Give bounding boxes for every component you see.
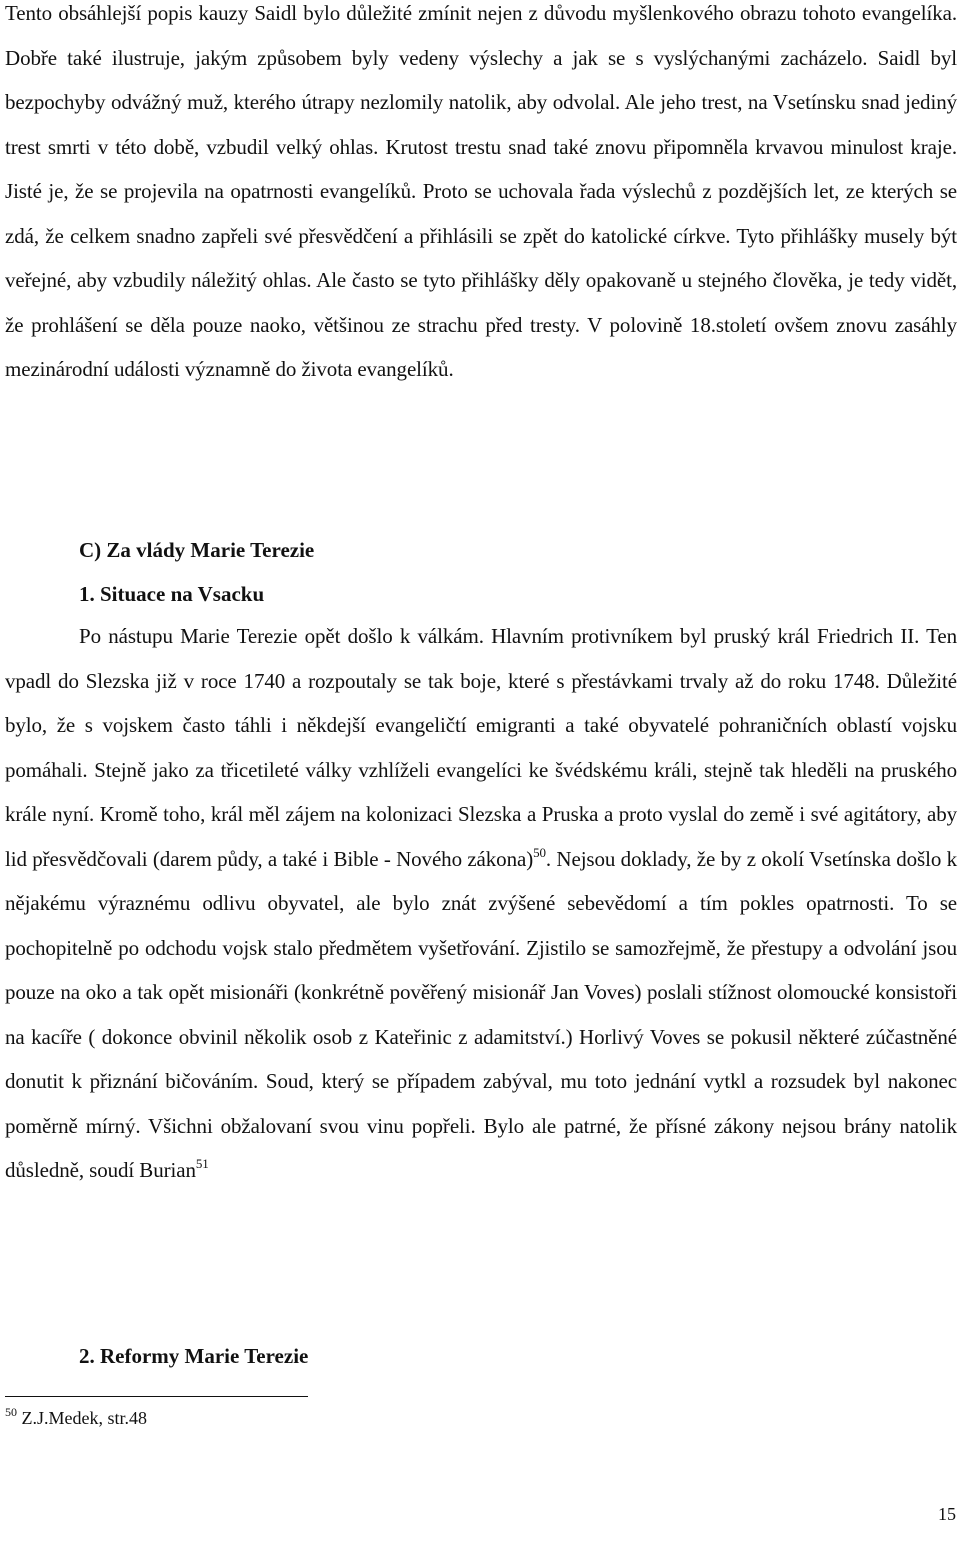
section-heading-maria-theresa: C) Za vlády Marie Terezie	[79, 538, 315, 562]
footnote-reference-51[interactable]: 51	[195, 1156, 209, 1171]
paragraph-saidl-case: Tento obsáhlejší popis kauzy Saidl bylo důležité zmínit nejen z důvodu myšlenkového obrazu tohoto evangelíka. Dobře také ilustruje, jakým způsobem byly vedeny výslechy a jak se s vyslýchanými zacházelo. Saidl byl bezpochyby odvážný muž, kterého útrapy nezlomily natolik, aby odvolal. Ale jeho trest, na Vsetínsku snad jediný trest smrti v této době, vzbudil velký ohlas. Krutost trestu snad také znovu připomněla krvavou minulost kraje. Jisté je, že se projevila na opatrnosti evangelíků. Proto se uchovala řada výslechů z pozdějších let, ze kterých se zdá, že celkem snadno zapřeli své přesvědčení a přihlásili se zpět do katolické církve. Tyto přihlášky musely být veřejné, aby vzbudily náležitý ohlas. Ale často se tyto přihlášky děly opakovaně u stejného člověka, je tedy vidět, že prohlášení se děla pouze naoko, většinou ze strachu před tresty. V polovině 18.století ovšem znovu zasáhly mezinárodní události významně do života evangelíků.	[5, 1, 957, 381]
footnote-number: 50	[5, 1405, 17, 1419]
paragraph-text-part-2: . Nejsou doklady, že by z okolí Vsetínska došlo k nějakému výraznému odlivu obyvatel, ale bylo znát zvýšené sebevědomí a tím pokles opatrnosti. To se pochopitelně po odchodu vojsk stalo předmětem vyšetřování. Zjistilo se samozřejmě, že přestupy a odvolání jsou pouze na oko a tak opět misionáři (konkrétně pověřený misionář Jan Voves) poslali stížnost olomoucké konsistoři na kacíře ( dokonce obvinil několik osob z Kateřinic z adamitství.) Horlivý Voves se pokusil některé zúčastněné donutit k přiznání bičováním. Soud, který se případem zabýval, mu toto jednání vytkl a rozsudek byl nakonec poměrně mírný. Všichni obžalovaní svou vinu popřeli. Bylo ale patrné, že přísné zákony nejsou brány natolik důsledně, soudí Burian	[5, 846, 958, 1182]
subsection-heading-reforms: 2. Reformy Marie Terezie	[79, 1344, 309, 1368]
paragraph-situation	[5, 614, 957, 1193]
paragraph-text-part-1: Po nástupu Marie Terezie opět došlo k válkám. Hlavním protivníkem byl pruský král Friedrich II. Ten vpadl do Slezska již v roce 1740 a rozpoutaly se tak boje, které s přestávkami trvaly až do roku 1748. Důležité bylo, že s vojskem často táhli i někdejší evangeličtí emigranti a také obyvatelé pohraničních oblastí vojsku pomáhali. Stejně jako za třicetileté války vzhlíželi evangelíci ke švédskému králi, stejně tak hleděli na pruského krále nyní. Kromě toho, král měl zájem na kolonizaci Slezska a Pruska a proto vyslal do země i své agitátory, aby lid přesvědčovali (darem půdy, a také i Bible - Nového zákona)	[5, 624, 957, 871]
subsection-heading-situation-vsacko: 1. Situace na Vsacku	[79, 582, 265, 606]
footnote-reference-50[interactable]: 50	[533, 844, 546, 860]
footnote-text: Z.J.Medek, str.48	[17, 1408, 147, 1428]
page-number: 15	[938, 1504, 956, 1524]
footnote-separator	[5, 1396, 308, 1397]
footnote	[5, 1406, 147, 1430]
